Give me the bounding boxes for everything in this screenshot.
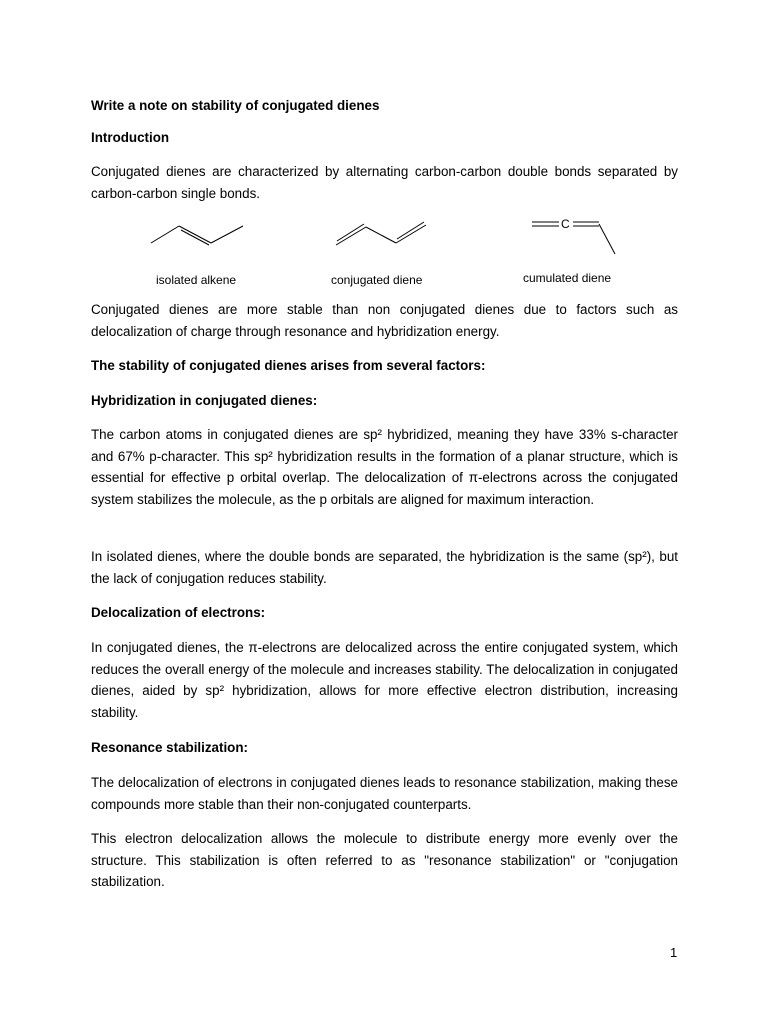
hybridization-heading: Hybridization in conjugated dienes: bbox=[91, 393, 318, 408]
resonance-heading: Resonance stabilization: bbox=[91, 740, 248, 755]
resonance-paragraph-2: This electron delocalization allows the molecule to distribute energy more evenly over the structure. This stabilization is often referred to as "resonance stabilization" or "conjugation stabilization. bbox=[91, 831, 678, 889]
page-number: 1 bbox=[670, 945, 678, 960]
isolated-alkene-caption: isolated alkene bbox=[156, 273, 237, 287]
hybridization-paragraph-1: The carbon atoms in conjugated dienes are sp² hybridized, meaning they have 33% s-character and 67% p-character. This sp² hybridization results in the formation of a planar structure, which is essential for effective p orbital overlap. The delocalization of π-electrons across the conjugated system stabilizes the molecule, as the p orbitals are aligned for maximum interaction. bbox=[91, 427, 678, 507]
intro-heading: Introduction bbox=[91, 130, 170, 145]
diene-figures bbox=[91, 217, 678, 292]
intro-paragraph: Conjugated dienes are characterized by alternating carbon-carbon double bonds separated by carbon-carbon single bonds. bbox=[91, 164, 678, 201]
cumulated-diene-structure bbox=[532, 222, 615, 254]
diene-structures bbox=[91, 217, 678, 267]
stability-paragraph: Conjugated dienes are more stable than non conjugated dienes due to factors such as delocalization of charge through resonance and hybridization energy. bbox=[91, 302, 678, 339]
resonance-paragraph-1: The delocalization of electrons in conjugated dienes leads to resonance stabilization, making these compounds more stable than their non-conjugated counterparts. bbox=[91, 775, 678, 812]
hybridization-paragraph-2: In isolated dienes, where the double bonds are separated, the hybridization is the same (sp²), but the lack of conjugation reduces stability. bbox=[91, 549, 678, 586]
delocalization-paragraph: In conjugated dienes, the π-electrons are delocalized across the entire conjugated system, which reduces the overall energy of the molecule and increases stability. The delocalization in conjugated dienes, aided by sp² hybridization, allows for more effective electron distribution, increasing stability. bbox=[91, 640, 678, 720]
cumulated-diene-caption: cumulated diene bbox=[523, 271, 612, 285]
isolated-alkene-structure bbox=[151, 226, 243, 245]
conjugated-diene-caption: conjugated diene bbox=[331, 273, 423, 287]
delocalization-heading: Delocalization of electrons: bbox=[91, 605, 266, 620]
conjugated-diene-structure bbox=[336, 222, 426, 245]
document-title: Write a note on stability of conjugated dienes bbox=[91, 98, 380, 113]
cumulated-carbon-label: C bbox=[561, 217, 570, 231]
factors-heading: The stability of conjugated dienes arises from several factors: bbox=[91, 358, 486, 373]
